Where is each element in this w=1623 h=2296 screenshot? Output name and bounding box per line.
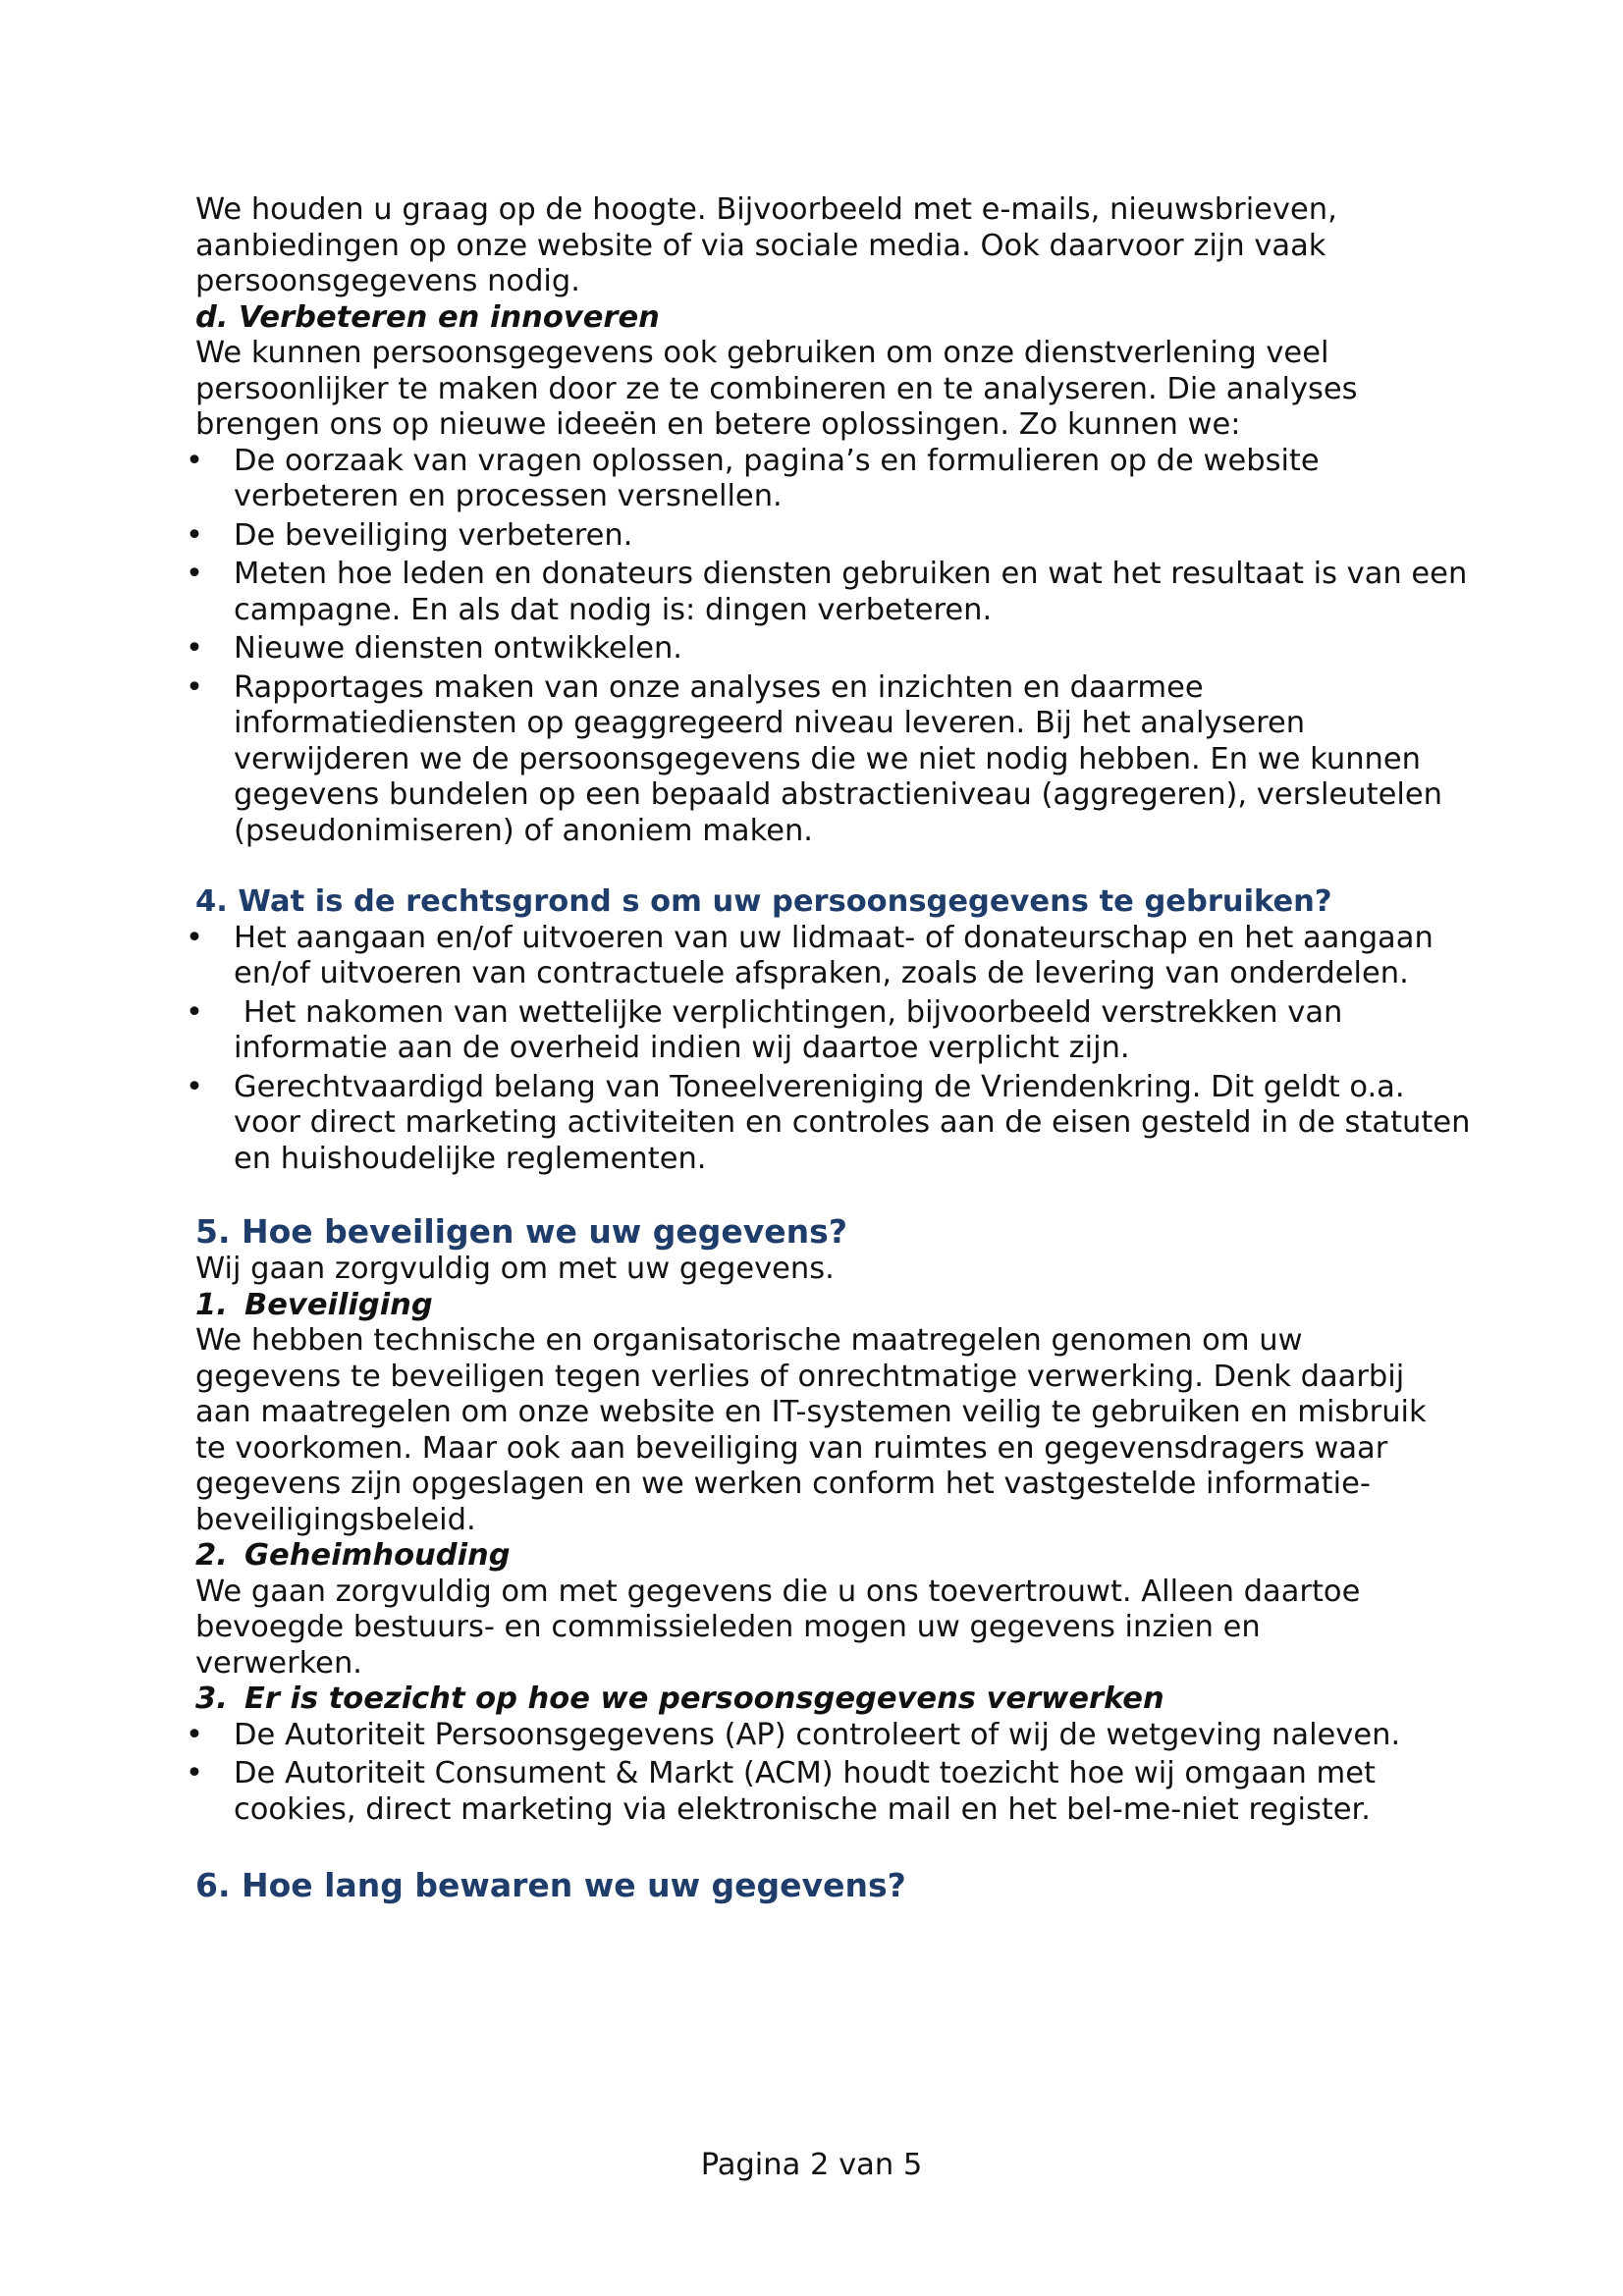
intro-paragraph: We houden u graag op de hoogte. Bijvoorbeeld met e-mails, nieuwsbrieven, aanbiedingen op onze website of via sociale media. Ook daarvoor zijn vaak persoonsgegevens nodig.	[195, 192, 1337, 298]
section-5-item-1-text: We hebben technische en organisatorische maatregelen genomen om uw gegevens te beveiligen tegen verlies of onrechtmatige verwerking. Denk daarbij aan maatregelen om onze website en IT-systemen veilig te gebruiken en misbruik te voorkomen. Maar ook aan beveiliging van ruimtes en gegevensdragers waar gegevens zijn opgeslagen en we werken conform het vastgestelde informatie-beveiligingsbeleid.	[195, 1323, 1427, 1537]
document-body	[186, 192, 1472, 1905]
list-item: • De Autoriteit Persoonsgegevens (AP) controleert of wij de wetgeving naleven.	[186, 1717, 1401, 1752]
section-5-item-1-heading: 1. Beveiliging	[195, 1287, 433, 1322]
section-5-item-3-bullet-list	[186, 1717, 1472, 1829]
list-item: • De beveiliging verbeteren.	[186, 517, 633, 553]
page-footer: Pagina 2 van 5	[700, 2148, 923, 2182]
section-4-heading: 4. Wat is de rechtsgrond s om uw persoonsgegevens te gebruiken?	[195, 884, 1332, 919]
section-d-text: We kunnen persoonsgegevens ook gebruiken om onze dienstverlening veel persoonlijker te maken door ze te combineren en te analyseren. Die analyses brengen ons op nieuwe ideeën en betere oplossingen. Zo kunnen we:	[195, 336, 1358, 442]
bullet-icon: •	[186, 557, 203, 591]
section-5-item-2-heading: 2. Geheimhouding	[195, 1538, 511, 1573]
list-item: • Gerechtvaardigd belang van Toneelvereniging de Vriendenkring. Dit geldt o.a. voor direct marketing activiteiten en controles aan de eisen gesteld in de statuten en huishoudelijke reglementen.	[186, 1069, 1471, 1176]
bullet-icon: •	[186, 994, 203, 1030]
list-item: • Het nakomen van wettelijke verplichtingen, bijvoorbeeld verstrekken van informatie aan de overheid indien wij daartoe verplicht zijn.	[186, 994, 1353, 1065]
section-d-bullet-list	[186, 443, 1472, 850]
bullet-icon: •	[186, 1756, 203, 1790]
bullet-icon: •	[186, 443, 203, 478]
spacer	[195, 1831, 1472, 1866]
section-5-heading: 5. Hoe beveiligen we uw gegevens?	[195, 1212, 847, 1251]
list-item: • Het aangaan en/of uitvoeren van uw lidmaat- of donateurschap en het aangaan en/of uitvoeren van contractuele afspraken, zoals de levering van onderdelen.	[186, 920, 1434, 990]
section-5-intro: Wij gaan zorgvuldig om met uw gegevens.	[195, 1252, 835, 1286]
list-item: • De oorzaak van vragen oplossen, pagina’s en formulieren op de website verbeteren en processen versnellen.	[186, 443, 1320, 513]
bullet-icon: •	[186, 1717, 203, 1752]
section-4-bullet-list	[186, 920, 1472, 1178]
list-item: • Nieuwe diensten ontwikkelen.	[186, 631, 682, 666]
section-5-item-2-text: We gaan zorgvuldig om met gegevens die u ons toevertrouwt. Alleen daartoe bevoegde bestuurs- en commissieleden mogen uw gegevens inzien en verwerken.	[195, 1574, 1361, 1681]
bullet-icon: •	[186, 517, 203, 553]
section-5-item-3-heading: 3. Er is toezicht op hoe we persoonsgegevens verwerken	[195, 1682, 1164, 1716]
bullet-icon: •	[186, 669, 203, 705]
section-d-heading: d. Verbeteren en innoveren	[195, 299, 660, 335]
bullet-icon: •	[186, 1069, 203, 1104]
list-item: • De Autoriteit Consument & Markt (ACM) houdt toezicht hoe wij omgaan met cookies, direct marketing via elektronische mail en het bel-me-niet register.	[186, 1756, 1376, 1827]
bullet-icon: •	[186, 920, 203, 955]
list-item: • Meten hoe leden en donateurs diensten gebruiken en wat het resultaat is van een campagne. En als dat nodig is: dingen verbeteren.	[186, 557, 1468, 627]
list-item: • Rapportages maken van onze analyses en inzichten en daarmee informatiediensten op geaggregeerd niveau leveren. Bij het analyseren verwijderen we de persoonsgegevens die we niet nodig hebben. En we kunnen gegevens bundelen op een bepaald abstractieniveau (aggregeren), versleutelen (pseudonimiseren) of anoniem maken.	[186, 669, 1442, 848]
section-6-heading: 6. Hoe lang bewaren we uw gegevens?	[195, 1866, 906, 1904]
bullet-icon: •	[186, 631, 203, 666]
